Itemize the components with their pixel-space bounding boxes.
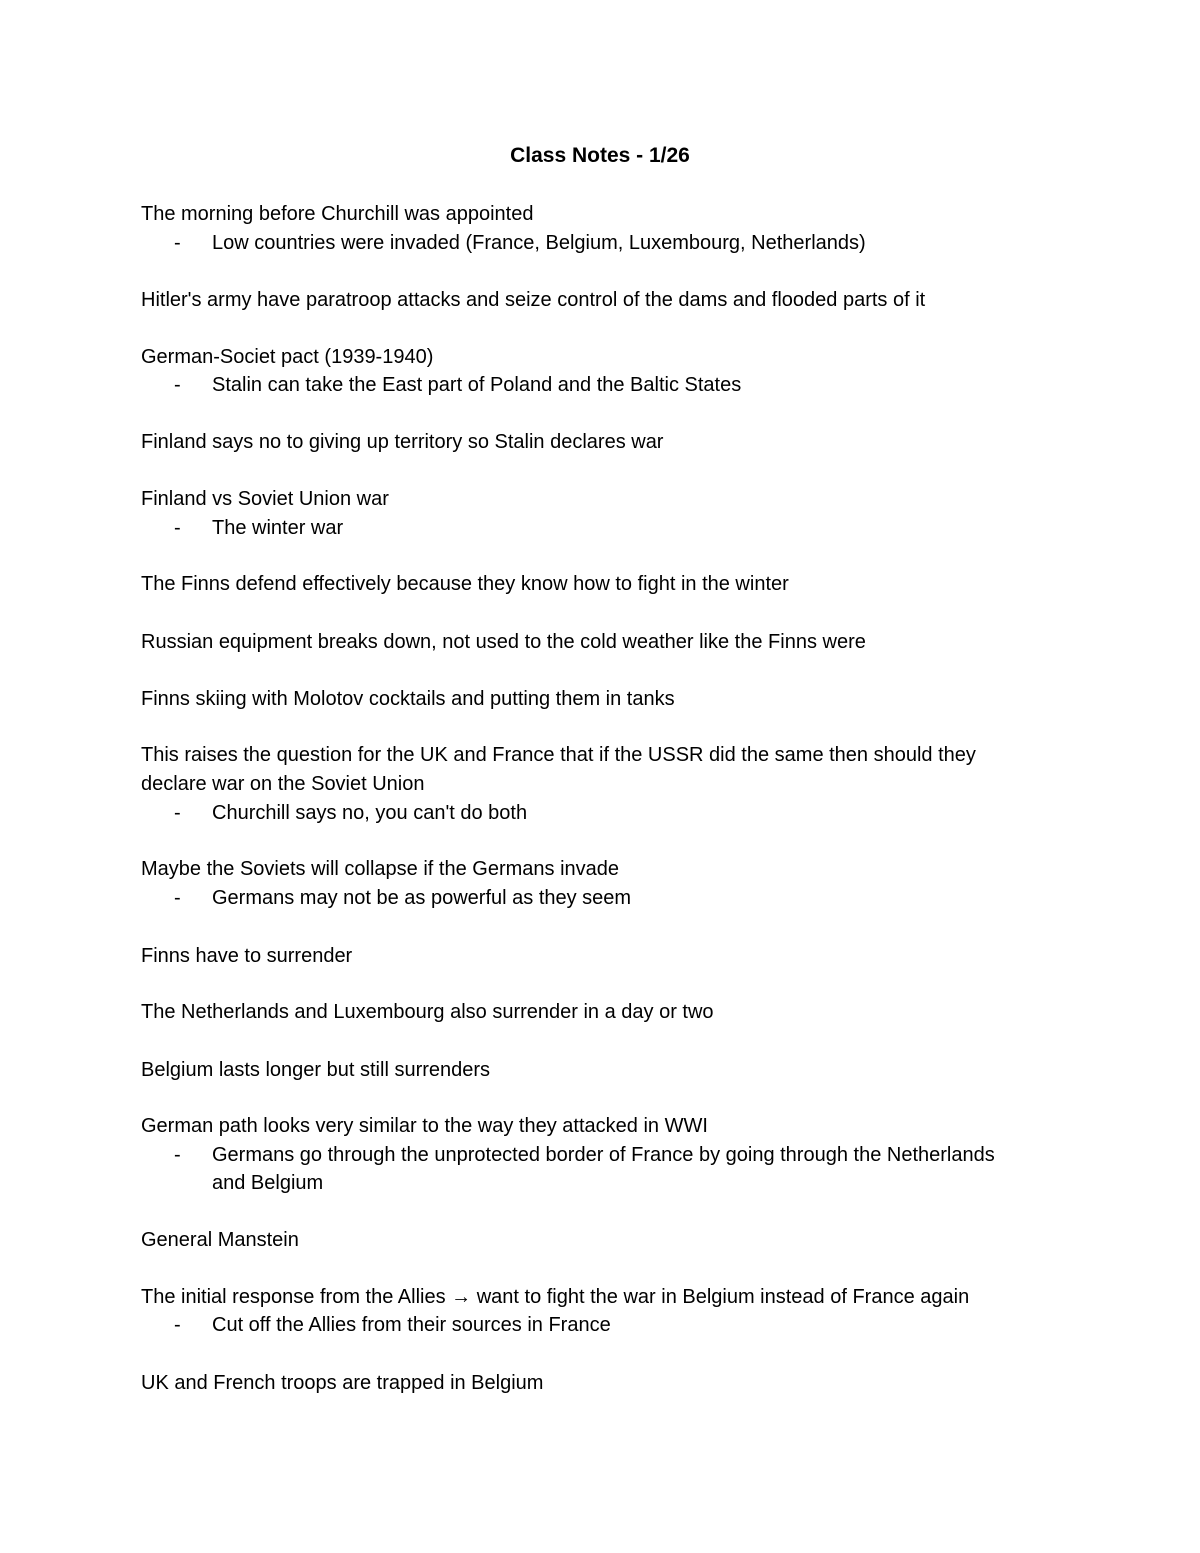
bullet-item: Germans go through the unprotected border of France by going through the Netherlands bbox=[212, 1144, 995, 1166]
bullet-item: The winter war bbox=[212, 517, 344, 539]
note-line: The Finns defend effectively because they know how to fight in the winter bbox=[141, 573, 789, 595]
bullet-item-continuation: and Belgium bbox=[212, 1172, 324, 1194]
bullet-item: Churchill says no, you can't do both bbox=[212, 802, 528, 824]
note-line: Belgium lasts longer but still surrenders bbox=[141, 1059, 491, 1081]
note-line: Finland says no to giving up territory so Stalin declares war bbox=[141, 431, 664, 453]
note-line: The Netherlands and Luxembourg also surrender in a day or two bbox=[141, 1001, 714, 1023]
page-title: Class Notes - 1/26 bbox=[510, 144, 690, 167]
bullet-marker: - bbox=[174, 1144, 181, 1166]
bullet-item: Stalin can take the East part of Poland and the Baltic States bbox=[212, 374, 742, 396]
note-line: German-Societ pact (1939-1940) bbox=[141, 346, 434, 368]
bullet-marker: - bbox=[174, 1314, 181, 1336]
note-line: Maybe the Soviets will collapse if the Germans invade bbox=[141, 858, 620, 880]
note-line: Finland vs Soviet Union war bbox=[141, 488, 389, 510]
note-line: UK and French troops are trapped in Belgium bbox=[141, 1372, 544, 1394]
note-line: Russian equipment breaks down, not used to the cold weather like the Finns were bbox=[141, 631, 866, 653]
note-line: German path looks very similar to the way they attacked in WWI bbox=[141, 1115, 708, 1137]
note-line: Finns have to surrender bbox=[141, 945, 353, 967]
bullet-item: Cut off the Allies from their sources in France bbox=[212, 1314, 611, 1336]
bullet-marker: - bbox=[174, 802, 181, 824]
bullet-item: Germans may not be as powerful as they seem bbox=[212, 887, 632, 909]
bullet-marker: - bbox=[174, 374, 181, 396]
bullet-marker: - bbox=[174, 517, 181, 539]
bullet-item: Low countries were invaded (France, Belgium, Luxembourg, Netherlands) bbox=[212, 232, 866, 254]
note-line: The initial response from the Allies → want to fight the war in Belgium instead of France again bbox=[141, 1286, 970, 1308]
note-line: General Manstein bbox=[141, 1229, 299, 1251]
note-line: The morning before Churchill was appointed bbox=[141, 203, 534, 225]
bullet-marker: - bbox=[174, 887, 181, 909]
note-line: Finns skiing with Molotov cocktails and putting them in tanks bbox=[141, 688, 675, 710]
note-line: This raises the question for the UK and France that if the USSR did the same then should they bbox=[141, 744, 976, 766]
note-line: Hitler's army have paratroop attacks and seize control of the dams and flooded parts of it bbox=[141, 289, 926, 311]
bullet-marker: - bbox=[174, 232, 181, 254]
note-line-continuation: declare war on the Soviet Union bbox=[141, 773, 425, 795]
